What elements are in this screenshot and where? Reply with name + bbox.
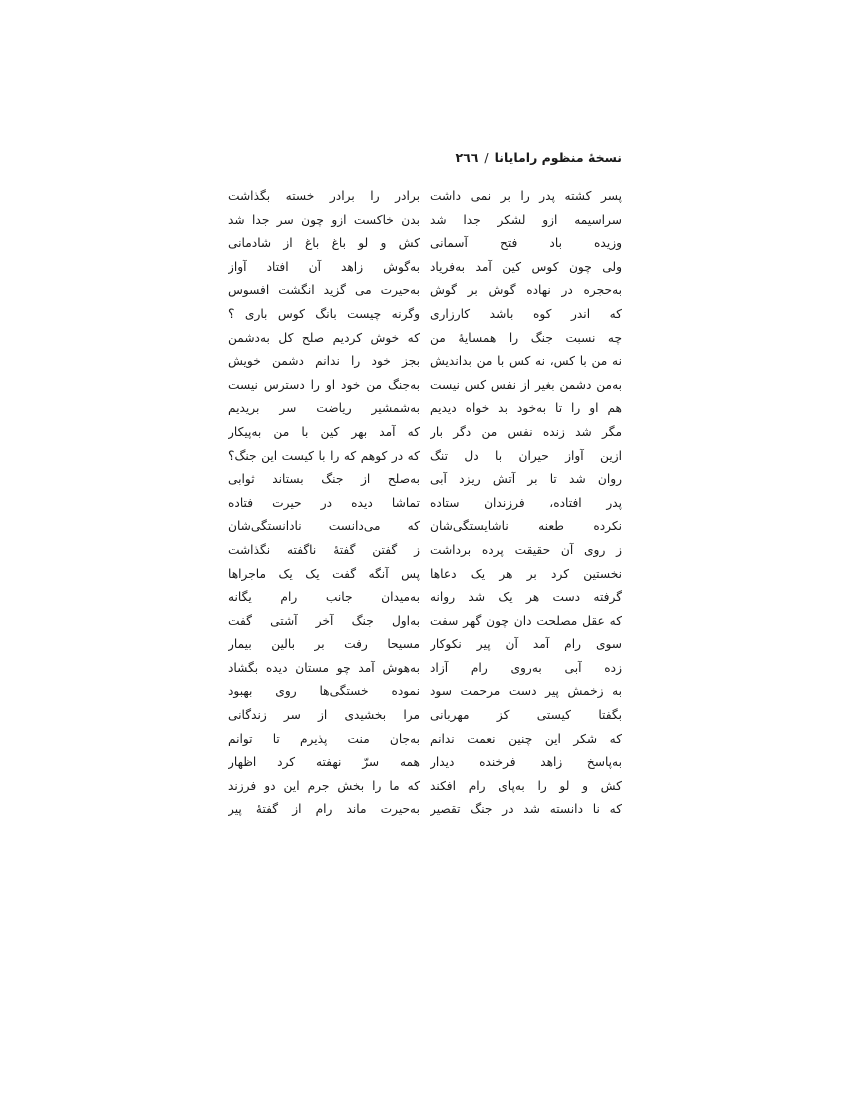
verse-first-hemistich: زده آبی به‌روی رام آزاد <box>430 660 622 675</box>
verse-first-hemistich: به‌من دشمن بغیر از نفس کس نیست <box>430 377 622 392</box>
verse-second-hemistich: به‌جنگ من خود او را دسترس نیست <box>228 377 420 392</box>
verse-first-hemistich: هم او را تا به‌خود بد خواه دیدیم <box>430 401 622 416</box>
verse-first-hemistich: گرفته دست هر یک شد روانه <box>430 590 622 605</box>
verse-first-hemistich: ز روی آن حقیقت پرده برداشت <box>430 542 622 557</box>
verse-first-hemistich: که اندر کوه باشد کارزاری <box>430 306 622 321</box>
book-title: نسخهٔ منظوم رامایانا <box>494 150 622 165</box>
verse-second-hemistich: که در کوهم که را با کیست این جنگ؟ <box>228 448 420 463</box>
verse-second-hemistich: به‌اول جنگ آخر آشتی گفت <box>228 613 420 628</box>
verse-first-hemistich: به زخمش پیر دست مرحمت سود <box>430 684 622 699</box>
page-number: ٢٦٦ <box>455 150 479 165</box>
header-separator: / <box>484 150 489 165</box>
verse-second-hemistich: همه سرّ نهفته کرد اظهار <box>228 755 420 770</box>
verse-first-hemistich: ولی چون کوس کین آمد به‌فریاد <box>430 259 622 274</box>
verse-second-hemistich: که ما را بخش جرم این دو فرزند <box>228 778 420 793</box>
verse-first-hemistich: به‌پاسخ زاهد فرخنده دیدار <box>430 755 622 770</box>
verse-first-hemistich: نکرده طعنه ناشایستگی‌شان <box>430 519 622 534</box>
verse-second-hemistich: مرا بخشیدی از سر زندگانی <box>228 708 420 723</box>
verse-second-hemistich: مسیحا رفت بر بالین بیمار <box>228 637 420 652</box>
verse-first-hemistich: که عقل مصلحت دان چون گهر سفت <box>430 613 622 628</box>
verse-first-hemistich: بگفتا کیستی کز مهربانی <box>430 708 622 723</box>
verse-second-hemistich: که خوش کردیم صلح کل به‌دشمن <box>228 330 420 345</box>
verse-second-hemistich: به‌حیرت ماند رام از گفتهٔ پیر <box>228 802 420 817</box>
verse-second-hemistich: تماشا دیده در حیرت فتاده <box>228 495 420 510</box>
verse-first-hemistich: نه من با کس، نه کس با من بداندیش <box>430 354 622 369</box>
verse-column-second-hemistichs <box>228 185 420 822</box>
verse-first-hemistich: پدر افتاده، فرزندان ستاده <box>430 495 622 510</box>
verse-second-hemistich: به‌حیرت می گزید انگشت افسوس <box>228 283 420 298</box>
verse-second-hemistich: به‌شمشیر ریاضت سر بریدیم <box>228 401 420 416</box>
verse-first-hemistich: سوی رام آمد آن پیر نکوکار <box>430 637 622 652</box>
verse-first-hemistich: روان شد تا بر آتش ریزد آبی <box>430 472 622 487</box>
verse-first-hemistich: به‌حجره در نهاده گوش بر گوش <box>430 283 622 298</box>
verse-second-hemistich: به‌جان منت پذیرم تا توانم <box>228 731 420 746</box>
verse-second-hemistich: به‌هوش آمد چو مستان دیده بگشاد <box>228 660 420 675</box>
verse-second-hemistich: به‌صلح از جنگ بستاند ثوابی <box>228 472 420 487</box>
verse-first-hemistich: چه نسبت جنگ را همسایهٔ من <box>430 330 622 345</box>
verse-first-hemistich: مگر شد زنده نفس من دگر بار <box>430 424 622 439</box>
verse-first-hemistich: نخستین کرد بر هر یک دعاها <box>430 566 622 581</box>
verse-first-hemistich: ازین آواز حیران با دل تنگ <box>430 448 622 463</box>
verse-second-hemistich: نموده خستگی‌ها روی بهبود <box>228 684 420 699</box>
verse-second-hemistich: بجز خود را ندانم دشمن خویش <box>228 354 420 369</box>
verse-second-hemistich: به‌گوش زاهد آن افتاد آواز <box>228 259 420 274</box>
verse-first-hemistich: که شکر این چنین نعمت ندانم <box>430 731 622 746</box>
verse-first-hemistich: سراسیمه ازو لشکر جدا شد <box>430 212 622 227</box>
verse-second-hemistich: بدن خاکست ازو چون سر جدا شد <box>228 212 420 227</box>
verse-first-hemistich: پسر کشته پدر را بر نمی داشت <box>430 189 622 203</box>
verse-second-hemistich: ز گفتن گفتهٔ ناگفته نگذاشت <box>228 542 420 557</box>
running-header <box>430 150 622 165</box>
verse-first-hemistich: که نا دانسته شد در جنگ تقصیر <box>430 802 622 817</box>
verse-second-hemistich: برادر را برادر خسته بگذاشت <box>228 189 420 203</box>
verse-second-hemistich: که می‌دانست نادانستگی‌شان <box>228 519 420 534</box>
verse-second-hemistich: وگرنه چیست بانگ کوس باری ؟ <box>228 306 420 321</box>
verse-second-hemistich: پس آنگه گفت یک یک ماجراها <box>228 566 420 581</box>
verse-column-first-hemistichs <box>430 185 622 822</box>
verse-second-hemistich: که آمد بهر کین با من به‌پیکار <box>228 424 420 439</box>
verse-first-hemistich: کش و لو را به‌پای رام افکند <box>430 778 622 793</box>
verse-first-hemistich: وزیده باد فتح آسمانی <box>430 236 622 251</box>
verse-second-hemistich: کش و لو باغ باغ از شادمانی <box>228 236 420 251</box>
verse-second-hemistich: به‌میدان جانب رام یگانه <box>228 590 420 605</box>
